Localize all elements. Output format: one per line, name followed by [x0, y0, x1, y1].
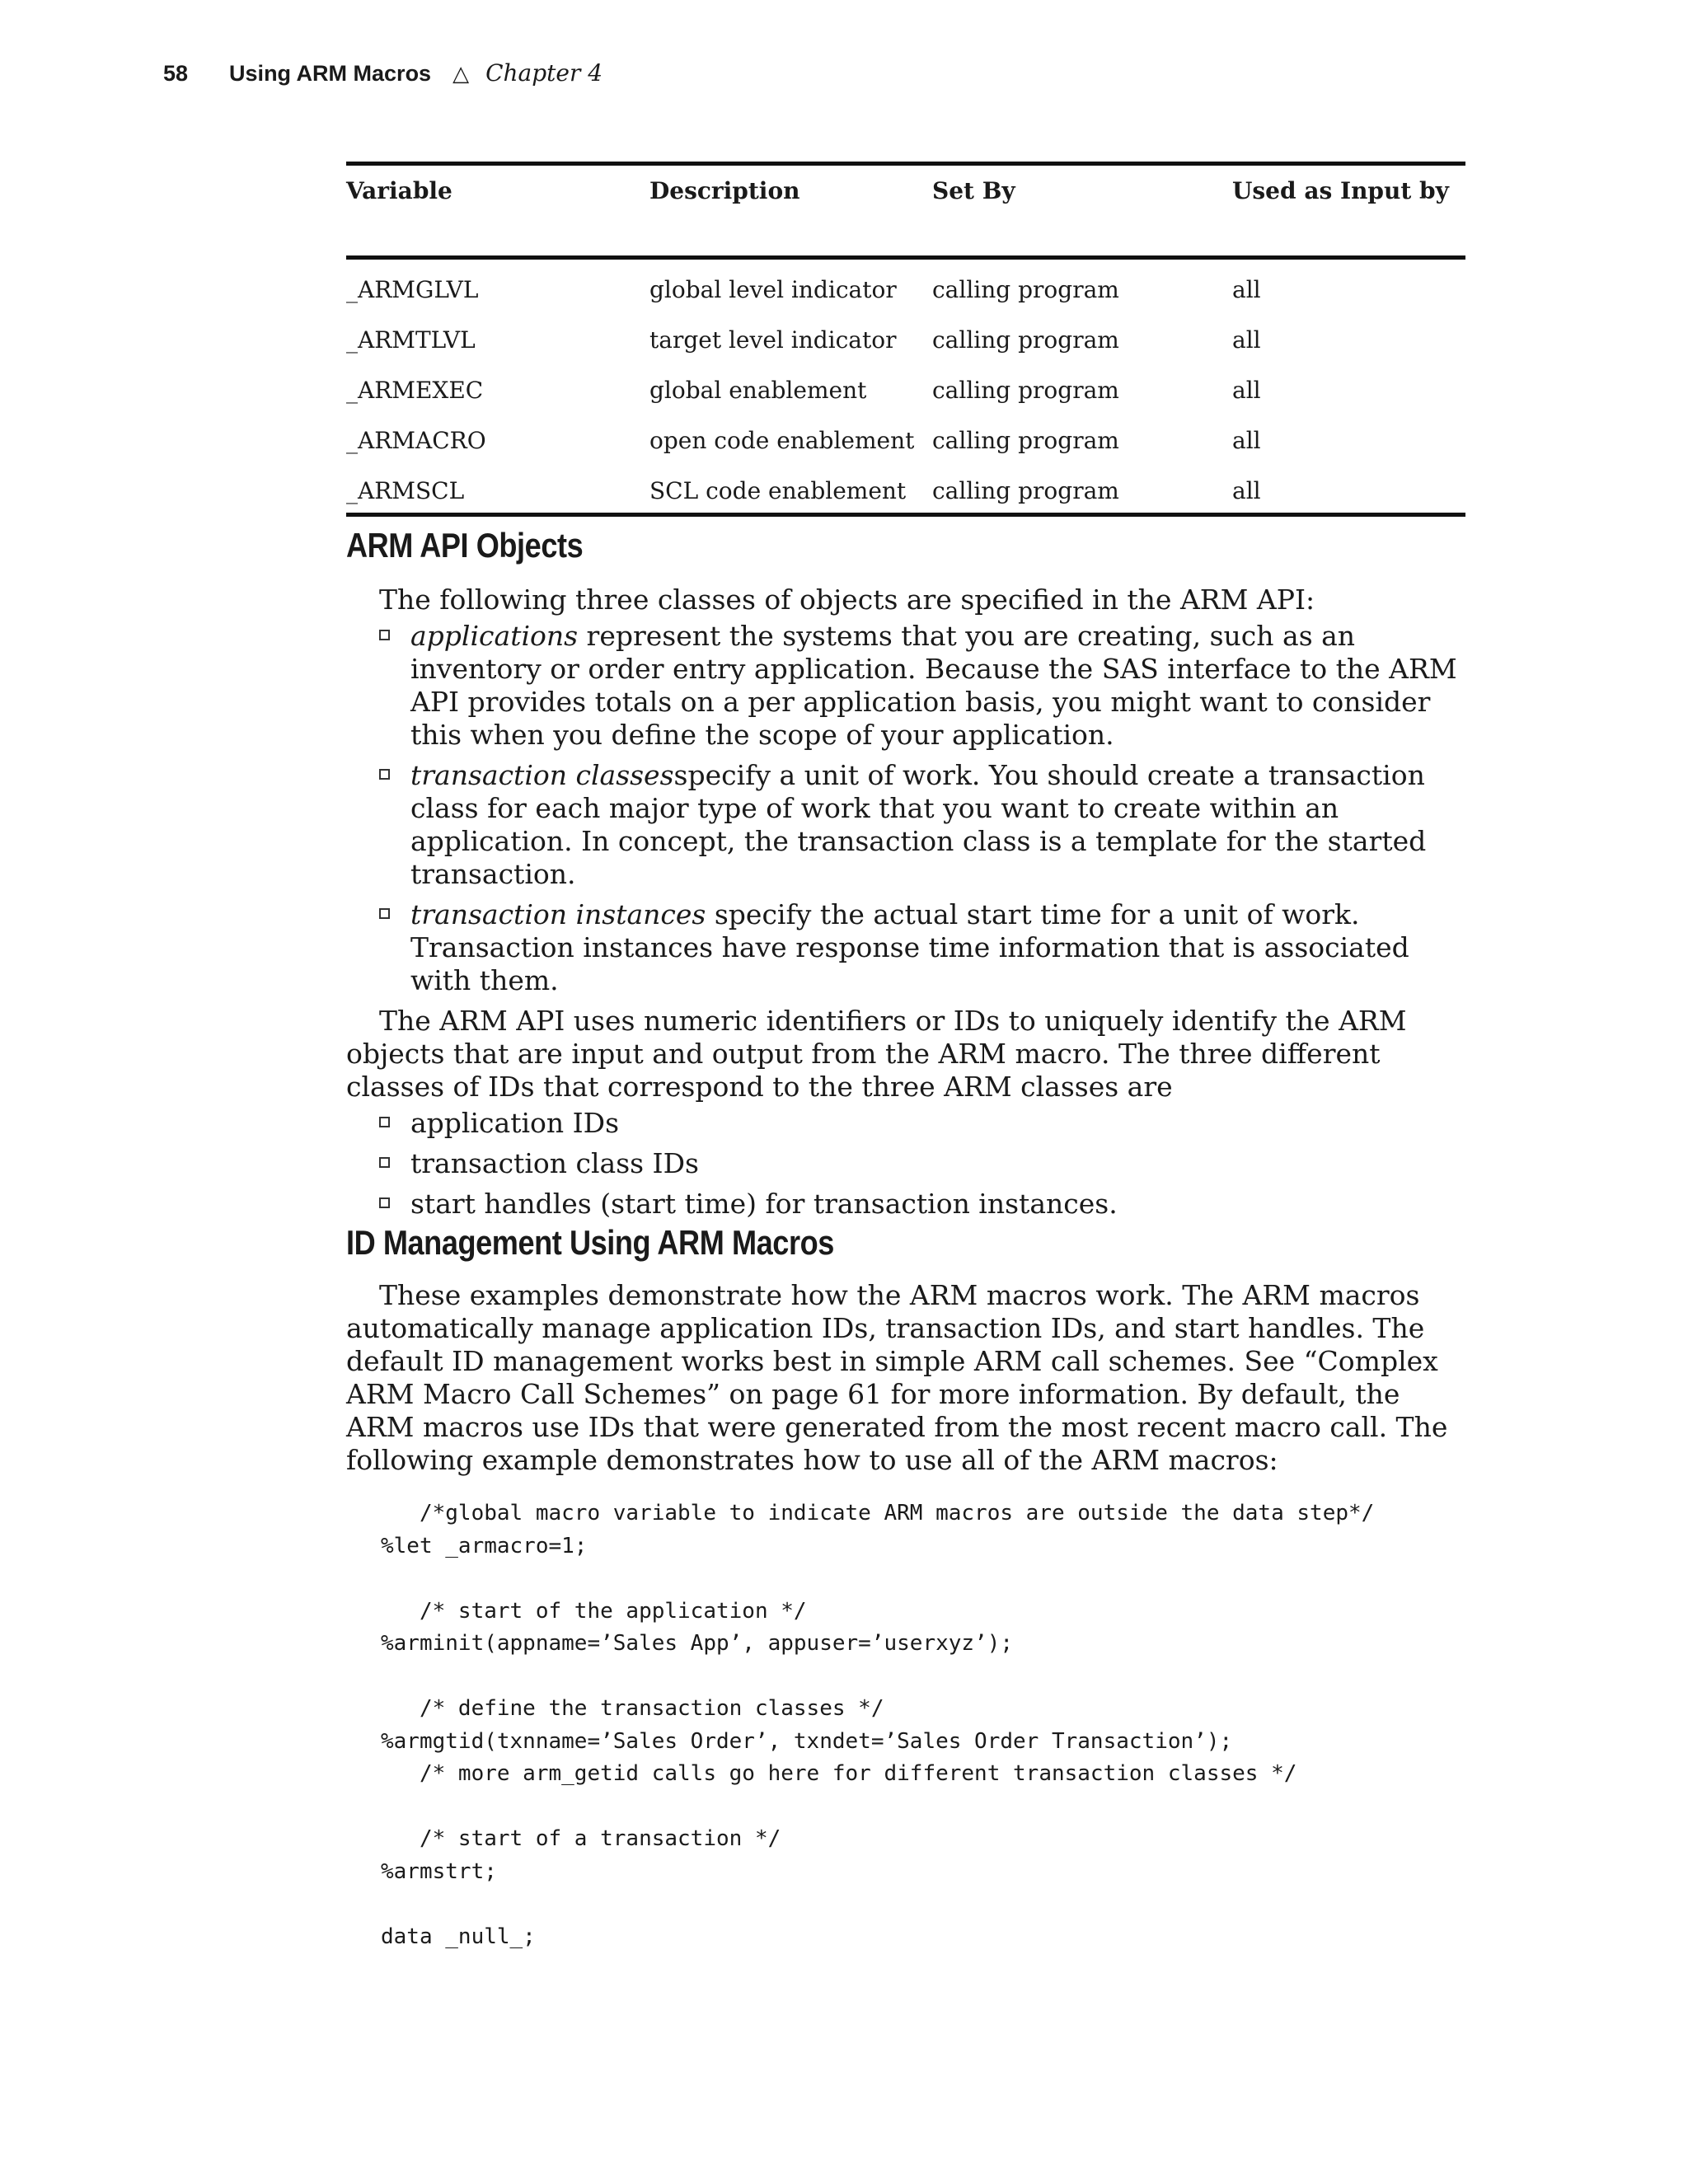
section-heading-arm-api-objects: ARM API Objects	[346, 526, 584, 565]
table-cell: calling program	[932, 377, 1119, 404]
id-management-body	[346, 1279, 1469, 1477]
table-cell: _ARMEXEC	[346, 377, 484, 404]
table-cell: all	[1232, 326, 1261, 354]
triangle-separator-icon: △	[452, 62, 470, 87]
page-number: 58	[163, 61, 189, 86]
square-bullet-icon	[379, 769, 390, 780]
square-bullet-icon	[379, 908, 390, 919]
table-cell: _ARMACRO	[346, 427, 486, 454]
table-row	[346, 258, 1465, 316]
square-bullet-icon	[379, 1157, 390, 1168]
table-cell: global enablement	[649, 377, 867, 404]
object-class-list	[346, 620, 1469, 997]
square-bullet-icon	[379, 1117, 390, 1127]
list-item-text: specify the actual start time for a unit of work. Transaction instances have response time information that is associated with them.	[410, 898, 1409, 996]
list-item-text: start handles (start time) for transaction instances.	[410, 1188, 1118, 1220]
table-cell: all	[1232, 466, 1465, 515]
table-header-row	[346, 164, 1465, 258]
list-item-text: transaction class IDs	[410, 1147, 699, 1179]
code-example: /*global macro variable to indicate ARM macros are outside the data step*/ %let _armacro=1; /* start of the application */ %arminit(appname=’Sales App’, appuser=’userxyz’); /* define the transaction classes */ %armgtid(txnname=’Sales Order’, txndet=’Sales Order Transaction’); /* more arm_getid calls go here for different transaction classes */ /* start of a transaction */ %armstrt; data _null_;	[381, 1501, 1375, 1949]
table-cell: _ARMSCL	[346, 466, 649, 515]
chapter-label: Chapter 4	[485, 59, 603, 87]
table-cell: _ARMGLVL	[346, 276, 479, 303]
term-applications: applications	[410, 620, 579, 652]
column-header-variable: Variable	[346, 164, 649, 258]
table-cell: all	[1232, 377, 1261, 404]
table-cell: open code enablement	[649, 427, 915, 454]
table-cell: calling program	[932, 276, 1119, 303]
list-item	[379, 1188, 1469, 1221]
table-cell: calling program	[932, 427, 1119, 454]
ids-paragraph: The ARM API uses numeric identifiers or IDs to uniquely identify the ARM objects that are input and output from the ARM macro. The three different classes of IDs that correspond to the three ARM classes are	[346, 1005, 1407, 1103]
intro-paragraph: The following three classes of objects are specified in the ARM API:	[379, 583, 1315, 616]
table-cell: all	[1232, 276, 1261, 303]
running-header	[163, 59, 603, 87]
term-transaction-classes: transaction classes	[410, 759, 674, 791]
square-bullet-icon	[379, 1197, 390, 1208]
table-cell: global level indicator	[649, 276, 897, 303]
section-heading-id-management: ID Management Using ARM Macros	[346, 1223, 834, 1262]
list-item	[379, 1107, 1469, 1140]
table-cell: calling program	[932, 466, 1232, 515]
list-item-text: specify a unit of work. You should create a transaction class for each major type of work that you want to create within an application. In concept, the transaction class is a template for the started transaction.	[410, 759, 1427, 890]
column-header-description: Description	[649, 164, 932, 258]
table-row	[346, 315, 1465, 365]
table-row	[346, 365, 1465, 415]
table-cell: _ARMTLVL	[346, 326, 476, 354]
list-item-text: application IDs	[410, 1107, 620, 1139]
square-bullet-icon	[379, 630, 390, 640]
table-cell: target level indicator	[649, 326, 897, 354]
list-item-text: represent the systems that you are creating, such as an inventory or order entry application. Because the SAS interface to the ARM API provides totals on a per application basis, you might want to consider this when you define the scope of your application.	[410, 620, 1457, 751]
arm-api-objects-body	[346, 583, 1469, 1228]
table-row	[346, 415, 1465, 466]
column-header-set-by: Set By	[932, 164, 1232, 258]
list-item	[379, 620, 1469, 752]
variables-table	[346, 162, 1465, 517]
list-item	[379, 1147, 1469, 1180]
list-item	[379, 759, 1469, 891]
id-class-list	[346, 1107, 1469, 1221]
table-cell: calling program	[932, 326, 1119, 354]
table-cell: SCL code enablement	[649, 466, 932, 515]
running-section-title: Using ARM Macros	[229, 61, 432, 86]
table-row	[346, 466, 1465, 515]
table-cell: all	[1232, 427, 1261, 454]
column-header-used-as-input-by: Used as Input by	[1232, 164, 1465, 258]
list-item	[379, 898, 1469, 997]
term-transaction-instances: transaction instances	[410, 898, 706, 930]
id-management-paragraph: These examples demonstrate how the ARM macros work. The ARM macros automatically manage application IDs, transaction IDs, and start handles. The default ID management works best in simple ARM call schemes. See “Complex ARM Macro Call Schemes” on page 61 for more information. By default, the ARM macros use IDs that were generated from the most recent macro call. The following example demonstrates how to use all of the ARM macros:	[346, 1279, 1448, 1476]
